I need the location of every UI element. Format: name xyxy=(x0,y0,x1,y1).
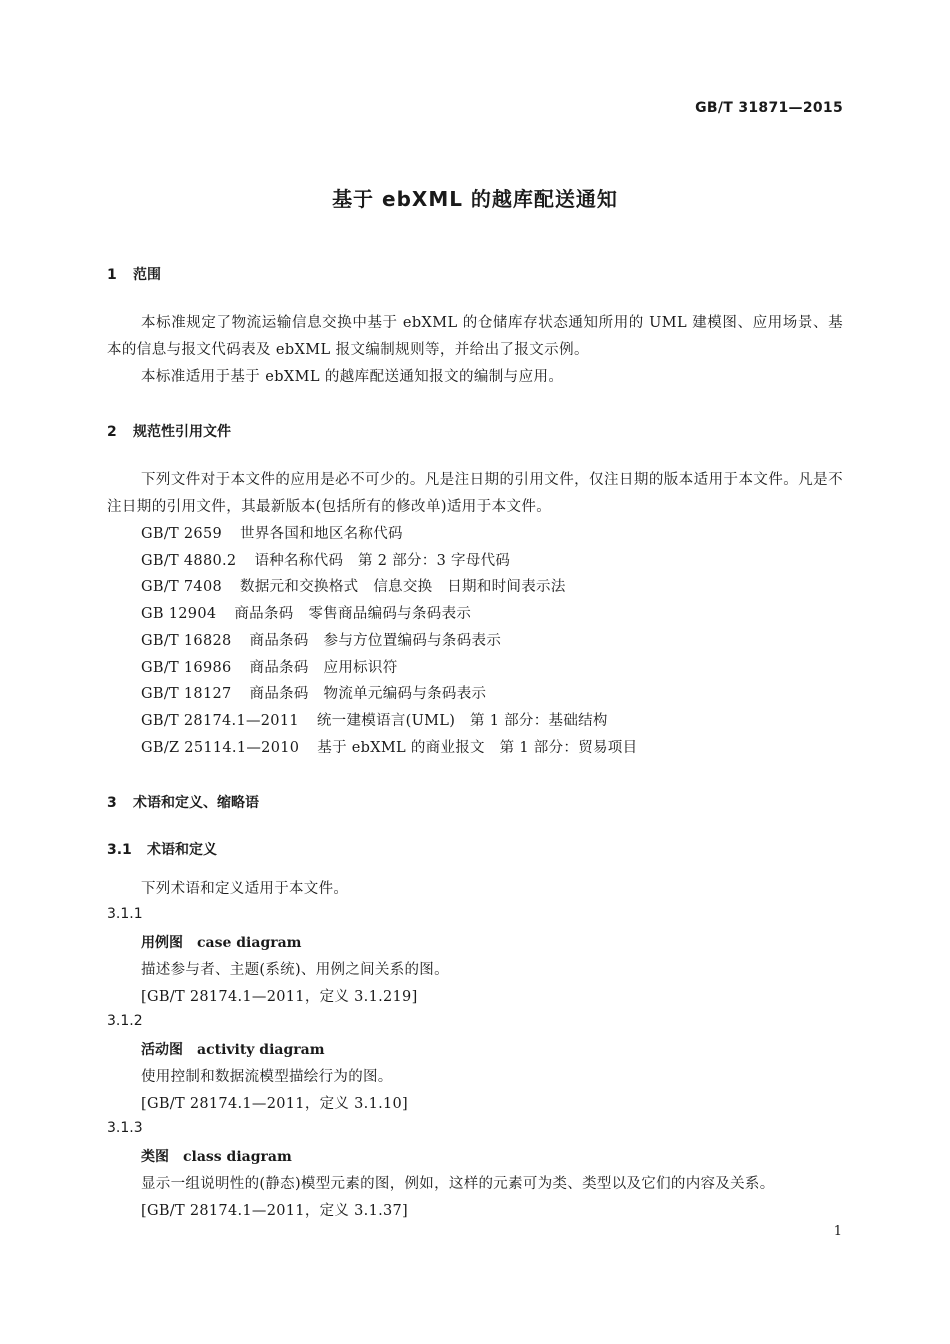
section-title: 术语和定义、缩略语 xyxy=(133,795,259,811)
term-number: 3.1.2 xyxy=(107,1013,143,1029)
reference-item xyxy=(141,574,637,601)
section-number: 1 xyxy=(107,267,117,283)
reference-code: GB/T 4880.2 xyxy=(141,552,237,569)
section-number: 3 xyxy=(107,795,117,811)
scope-paragraph-1: 本标准规定了物流运输信息交换中基于 ebXML 的仓储库存状态通知所用的 UML 建模图、应用场景、基本的信息与报文代码表及 ebXML 报文编制规则等，并给出了报文示例。 xyxy=(107,315,843,358)
reference-title: 商品条码 零售商品编码与条码表示 xyxy=(234,606,472,623)
standard-code: GB/T 31871—2015 xyxy=(695,100,843,116)
reference-title: 商品条码 应用标识符 xyxy=(249,659,398,676)
term-name-en: activity diagram xyxy=(197,1042,325,1058)
reference-item xyxy=(141,628,637,655)
document-title: 基于 ebXML 的越库配送通知 xyxy=(332,187,618,211)
term-definition: 显示一组说明性的(静态)模型元素的图，例如，这样的元素可为类、类型以及它们的内容及关系。 xyxy=(141,1176,775,1192)
reference-title: 数据元和交换格式 信息交换 日期和时间表示法 xyxy=(240,579,566,596)
term-name xyxy=(141,1146,292,1166)
term-definition: 描述参与者、主题(系统)、用例之间关系的图。 xyxy=(141,962,449,978)
section-1-heading xyxy=(107,264,161,284)
reference-title: 商品条码 参与方位置编码与条码表示 xyxy=(249,632,502,649)
reference-item xyxy=(141,548,637,575)
scope-paragraph-2: 本标准适用于基于 ebXML 的越库配送通知报文的编制与应用。 xyxy=(141,369,564,385)
term-name-en: class diagram xyxy=(183,1149,292,1165)
reference-code: GB/T 16986 xyxy=(141,659,232,676)
section-number: 3.1 xyxy=(107,842,132,858)
term-source: [GB/T 28174.1—2011，定义 3.1.37] xyxy=(141,1203,409,1219)
reference-title: 世界各国和地区名称代码 xyxy=(240,526,403,542)
section-title: 术语和定义 xyxy=(147,842,217,858)
reference-item xyxy=(141,655,637,682)
term-name-zh: 活动图 xyxy=(141,1042,183,1058)
section-3-heading xyxy=(107,792,259,812)
term-name-zh: 类图 xyxy=(141,1149,169,1165)
term-name xyxy=(141,1039,325,1059)
reference-item xyxy=(141,735,637,762)
reference-title: 商品条码 物流单元编码与条码表示 xyxy=(249,686,487,703)
reference-item xyxy=(141,681,637,708)
reference-code: GB/T 16828 xyxy=(141,632,232,649)
subsection-3-1-heading xyxy=(107,839,217,859)
reference-code: GB/T 7408 xyxy=(141,579,223,596)
term-name-zh: 用例图 xyxy=(141,935,183,951)
term-name-en: case diagram xyxy=(197,935,302,951)
page-number: 1 xyxy=(833,1224,842,1239)
section-2-heading xyxy=(107,421,231,441)
reference-item xyxy=(141,521,637,548)
reference-code: GB/Z 25114.1—2010 xyxy=(141,739,300,756)
term-name xyxy=(141,932,302,952)
reference-title: 语种名称代码 第 2 部分：3 字母代码 xyxy=(254,552,511,569)
reference-item xyxy=(141,601,637,628)
reference-code: GB/T 18127 xyxy=(141,686,232,703)
reference-code: GB 12904 xyxy=(141,606,217,623)
term-definition: 使用控制和数据流模型描绘行为的图。 xyxy=(141,1069,393,1085)
term-number: 3.1.1 xyxy=(107,906,143,922)
term-number: 3.1.3 xyxy=(107,1120,143,1136)
reference-item xyxy=(141,708,637,735)
terms-intro: 下列术语和定义适用于本文件。 xyxy=(141,881,349,897)
reference-title: 统一建模语言(UML) 第 1 部分：基础结构 xyxy=(316,712,608,729)
term-source: [GB/T 28174.1—2011，定义 3.1.10] xyxy=(141,1096,409,1112)
section-title: 范围 xyxy=(133,267,161,283)
reference-code: GB/T 28174.1—2011 xyxy=(141,712,299,729)
section-number: 2 xyxy=(107,424,117,440)
reference-list xyxy=(141,521,637,761)
reference-title: 基于 ebXML 的商业报文 第 1 部分：贸易项目 xyxy=(317,739,638,756)
references-intro: 下列文件对于本文件的应用是必不可少的。凡是注日期的引用文件，仅注日期的版本适用于本文件。凡是不注日期的引用文件，其最新版本(包括所有的修改单)适用于本文件。 xyxy=(107,472,843,515)
reference-code: GB/T 2659 xyxy=(141,526,223,542)
term-source: [GB/T 28174.1—2011，定义 3.1.219] xyxy=(141,989,418,1005)
section-title: 规范性引用文件 xyxy=(133,424,231,440)
